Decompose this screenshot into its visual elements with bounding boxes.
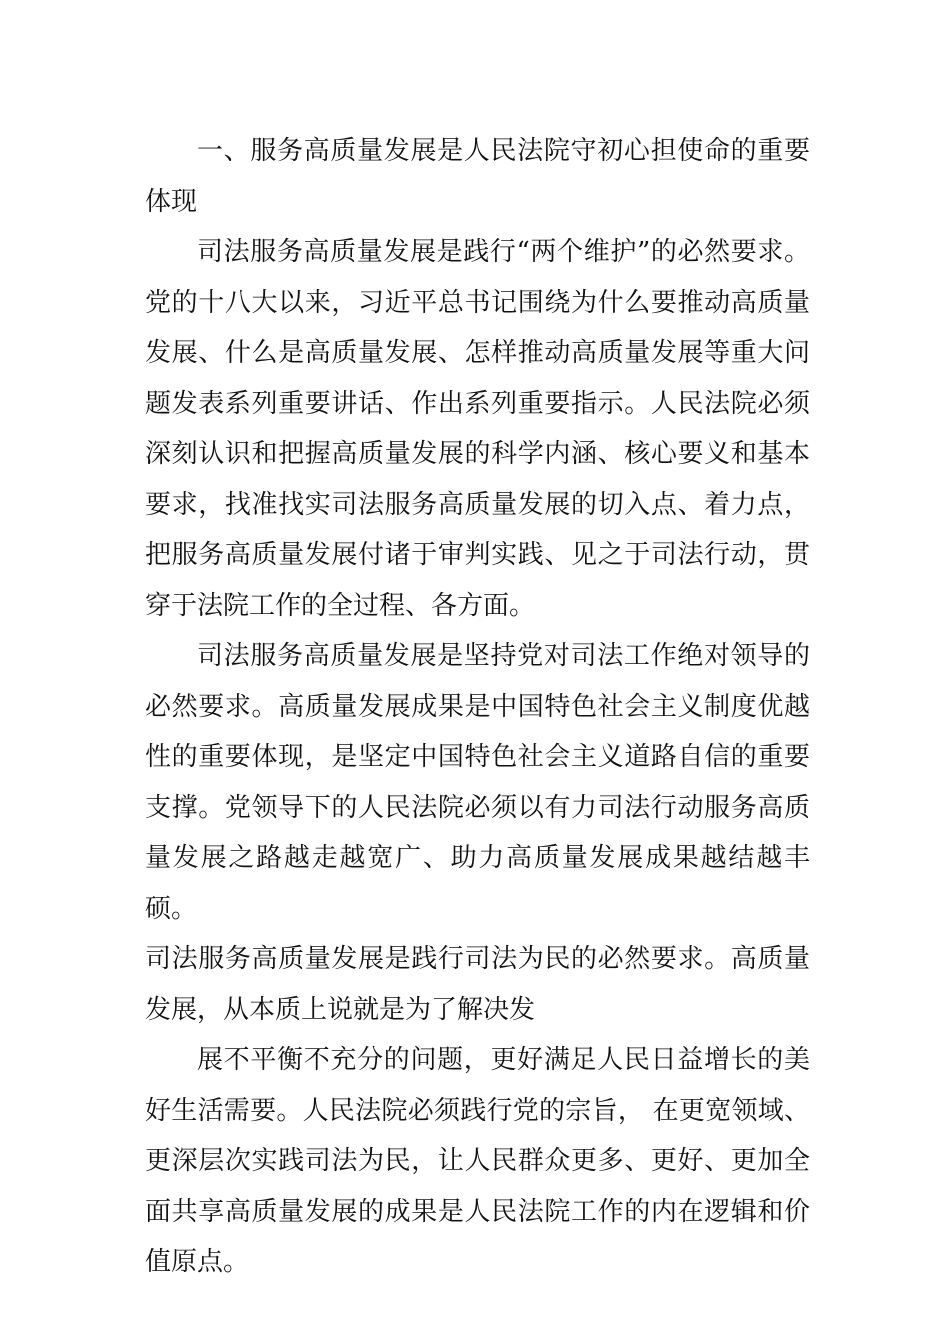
paragraph-3: 司法服务高质量发展是践行司法为民的必然要求。高质量发展，从本质上说就是为了解决发 <box>145 944 810 1025</box>
section-heading: 一、服务高质量发展是人民法院守初心担使命的重要体现 <box>145 136 810 217</box>
paragraph-4: 展不平衡不充分的问题，更好满足人民日益增长的美好生活需要。人民法院必须践行党的宗旨， 在更宽领域、更深层次实践司法为民，让人民群众更多、更好、更加全面共享高质量发展的成果是人民法院工作的内在逻辑和价值原点。 <box>145 1045 810 1277</box>
paragraph-2: 司法服务高质量发展是坚持党对司法工作绝对领导的必然要求。高质量发展成果是中国特色社会主义制度优越性的重要体现，是坚定中国特色社会主义道路自信的重要支撑。党领导下的人民法院必须以有力司法行动服务高质量发展之路越走越宽广、助力高质量发展成果越结越丰硕。 <box>145 641 810 924</box>
paragraph-1: 司法服务高质量发展是践行“两个维护”的必然要求。党的十八大以来，习近平总书记围绕为什么要推动高质量发展、什么是高质量发展、怎样推动高质量发展等重大问题发表系列重要讲话、作出系列重要指示。人民法院必须深刻认识和把握高质量发展的科学内涵、核心要义和基本要求，找准找实司法服务高质量发展的切入点、着力点，把服务高质量发展付诸于审判实践、见之于司法行动，贯穿于法院工作的全过程、各方面。 <box>145 237 810 621</box>
document-body <box>145 126 810 1288</box>
